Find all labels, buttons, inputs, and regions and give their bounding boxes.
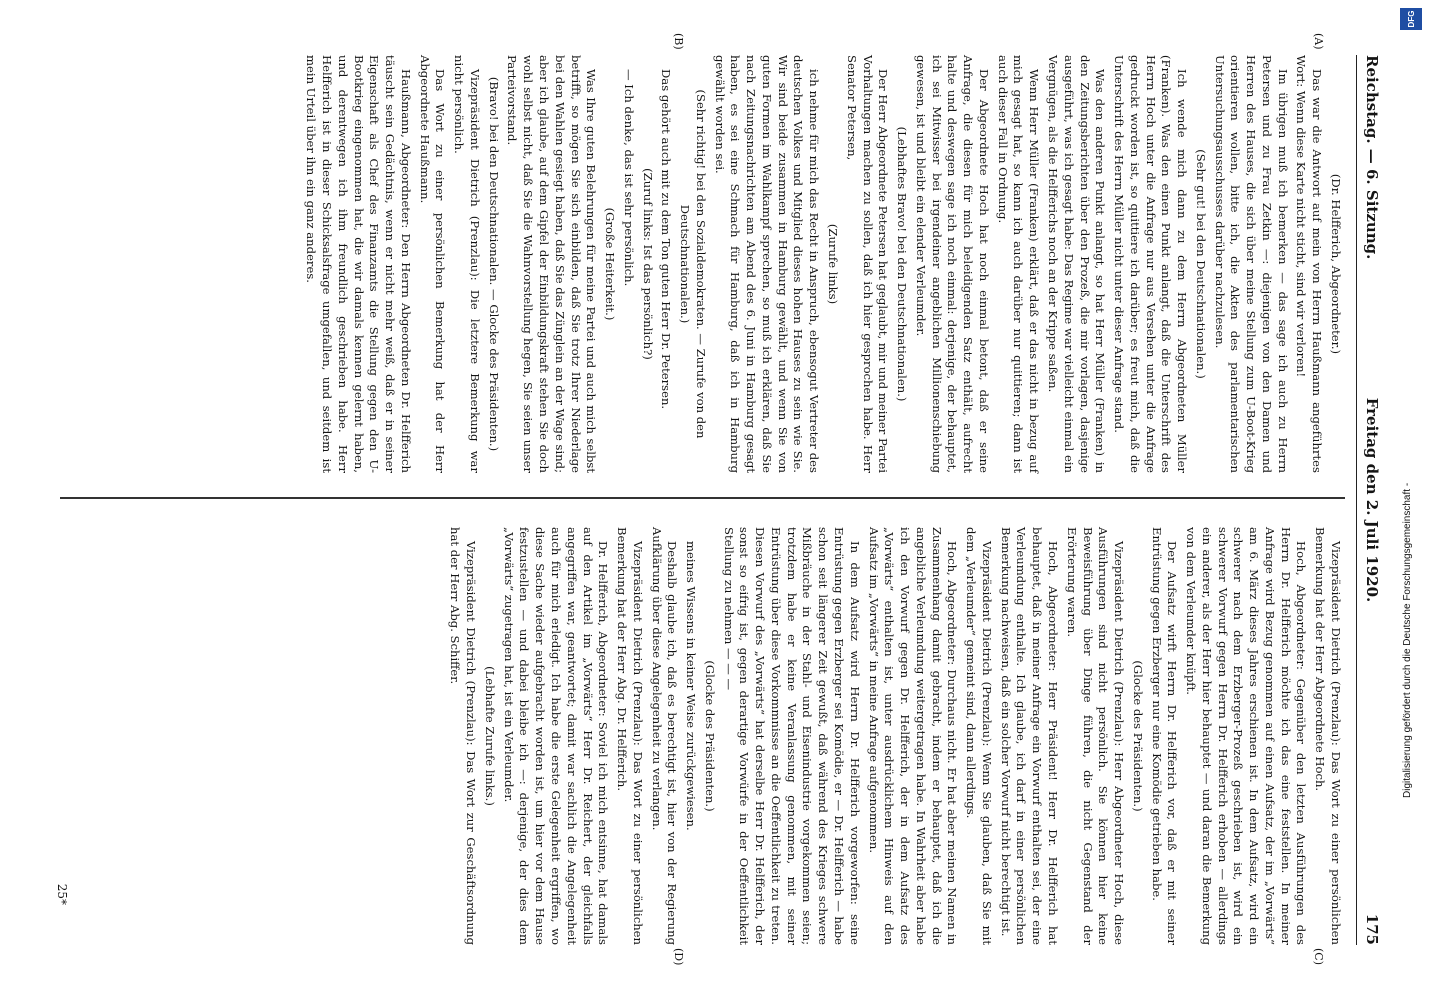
paragraph: Vizepräsident Dietrich (Prenzlau): Herr Abgeordneter Hoch, diese Ausführungen sind nicht persönlich. Sie können hier keine Beweisführung über Dinge führen, die nicht Gegenstand der Erörterung waren. xyxy=(1064,527,1127,945)
page-signature: 25* xyxy=(55,883,69,905)
paragraph: Hoch, Abgeordneter: Gegenüber den letzten Ausführungen des Herrn Dr. Helfferich möchte ich das eine feststellen. In meiner Anfrage wird Bezug genommen auf einen Aufsatz, der im „Vorwärts“ am 6. März dieses Jahres erschienen ist. In dem Aufsatz, wird ein schwerer nach dem Erzberger-Prozeß geschrieben ist, wird ein schwerer Vorwurf gegen Herrn Dr. Helfferich erhoben — allerdings ein anderer, als der Herr hier behauptet — und daran die Bemerkung von dem Verleumder knüpft. xyxy=(1184,527,1309,945)
paragraph: Der Abgeordnete Hoch hat noch einmal betont, daß er seine Anfrage, die diesen für mich beleidigenden Satz enthält, aufrecht halte und deswegen sage ich noch einmal: derjenige, der behauptet, ich sei Mitwisser bei irgendeiner angeblichen Millionenschiebung gewesen, ist und bleibt ein elender Verleumder. xyxy=(913,55,991,473)
paragraph: Haußmann, Abgeordneter: Den Herrn Abgeordneten Dr. Helfferich täuscht sein Gedächtnis, wenn er nicht mehr weiß, daß er in seiner Eigenschaft als Chef des Finanzamts die Stellung gegen den U-Bootkrieg eingenommen hat, die wir damals kennen gelernt haben, und derentwegen ich ihm freundlich geschrieben habe. Herr Helfferich ist in dieser Schicksalsfrage umgefallen, und seitdem ist mein Urteil über ihn ein ganz anderes. xyxy=(304,55,413,473)
paragraph: Das war die Antwort auf mein von Herrn Haußmann angeführtes Wort: Wenn diese Karte nicht sticht, sind wir verloren! xyxy=(1294,55,1325,473)
margin-mark-a: (A) xyxy=(1312,33,1325,50)
paragraph: Ich wende mich dann zu dem Herrn Abgeordneten Müller (Franken). Was den einen Punkt anlangt, daß die Unterschrift des Herrn Hoch unter die Anfrage nur aus Versehen unter die Anfrage gedruckt worden ist, so quittiere ich darüber; es freut mich, daß die Unterschrift des Herrn Müller nicht unter dieser Anfrage stand. xyxy=(1112,55,1190,473)
dfg-credit-text: Digitalisierung gefördert durch die Deutsche Forschungsgemeinschaft - xyxy=(1402,482,1413,798)
paragraph: (Zurufe links) xyxy=(826,223,841,305)
paragraph: (Zuruf links: Ist das persönlich?) xyxy=(640,168,655,360)
dfg-credit xyxy=(1400,8,1426,988)
paragraph: Vizepräsident Dietrich (Prenzlau): Die letztere Bemerkung war nicht persönlich. xyxy=(452,55,482,473)
paragraph: — Ich denke, das ist sehr persönlich. xyxy=(621,69,636,287)
margin-mark-b: (B) xyxy=(672,33,685,50)
paragraph: Deshalb glaube ich, daß es berechtigt ist, hier von der Regierung Aufklärung über diese Angelegenheit zu verlangen. xyxy=(649,527,680,945)
header-date: Freitag den 2. Juli 1920. xyxy=(1363,397,1381,603)
paragraph: (Lebhaftes Bravo! bei den Deutschnationalen.) xyxy=(895,126,910,402)
paragraph: Der Aufsatz wirft Herrn Dr. Helfferich vor, daß er mit seiner Entrüstung gegen Erzberger nur eine Komödie getrieben habe. xyxy=(1149,527,1180,945)
paragraph: Das gehört auch mit zu dem Ton guten Herr Dr. Petersen. xyxy=(659,69,674,410)
page-number: 175 xyxy=(1363,913,1381,945)
paragraph: Der Herr Abgeordnete Petersen hat geglaubt, mir und meiner Partei Vorhaltungen machen zu sollen, daß ich hier gesprochen habe. Herr Senator Petersen, xyxy=(844,55,891,473)
paragraph: (Sehr richtig! bei den Sozialdemokraten. — Zurufe von den Deutschnationalen.) xyxy=(678,89,708,439)
margin-mark-d: (D) xyxy=(672,948,685,966)
paragraph: (Glocke des Präsidenten.) xyxy=(702,660,717,812)
paragraph: (Große Heiterkeit.) xyxy=(603,207,618,321)
paragraph: Vizepräsident Dietrich (Prenzlau): Das Wort zu einer persönlichen Bemerkung hat der Herr Abgeordnete Hoch. xyxy=(1313,527,1343,945)
paragraph: ich nehme für mich das Recht in Anspruch, ebensogut Vertreter des deutschen Volkes und Mitglied dieses hohen Hauses zu sein wie Sie. Wir sind beide zusammen in Hamburg gewählt, und wenn Sie von guten Formen im Wahlkampf sprechen, so muß ich erklären, daß Sie nach Zeitungsnachrichten am Abend des 6. Juni in Hamburg gesagt haben, es sei eine Schmach für Hamburg, daß ich in Hamburg gewählt worden sei. xyxy=(712,55,822,473)
paragraph: Dr. Helfferich, Abgeordneter: Soviel ich mich entsinne, hat damals auf den Artikel im „Vorwärts“ Herr Dr. Reichert, der gleichfalls angegriffen war, geantwortet; damit war sachlich die Angelegenheit auch für mich erledigt. Ich habe die erste Gelegenheit ergriffen, wo diese Sache wieder aufgebracht worden ist, um hier vor dem Hause festzustellen — und dabei bleibe ich —: derjenige, der dies dem „Vorwärts“ zugetragen hat, ist ein Verleumder. xyxy=(501,527,611,945)
paragraph: In dem Aufsatz wird Herrn Dr. Helfferich vorgeworfen: seine Entrüstung gegen Erzberger sei Komödie, er — Dr. Helfferich — habe schon seit längerer Zeit gewußt, daß während des Krieges schwere Mißbräuche in der Stahl- und Eisenindustrie vorgekommen seien; trotzdem habe er keine Veranlassung genommen, mit seiner Entrüstung über diese Vorkommnisse an die Oeffentlichkeit zu treten. Diesen Vorwurf des „Vorwärts“ hat derselbe Herr Dr. Helfferich, der sonst so eifrig ist, gegen derartige Vorwürfe in der Oeffentlichkeit Stellung zu nehmen — — — xyxy=(721,527,862,945)
paragraph: Was Ihre guten Belehrungen für meine Partei und auch mich selbst betrifft, so mögen Sie sich einbilden, daß Sie trotz Ihrer Niederlage bei den Wahlen gesiegt haben, daß Sie das Zünglein an der Wage sind; aber ich glaube, auf dem Gipfel der Einbildungskraft stehen Sie doch wohl selbst nicht, daß Sie die Wahnvorstellung hegen, Sie seien unser Parteivorstand. xyxy=(505,55,599,473)
document-page xyxy=(55,33,1385,966)
paragraph: (Lebhafte Zurufe links.) xyxy=(482,666,497,806)
paragraph: Wenn Herr Müller (Franken) erklärt, daß er das nicht in bezug auf mich gesagt hat, so kann ich auch darüber nur quittieren; dann ist auch dieser Fall in Ordnung. xyxy=(995,55,1042,473)
paragraph: Was den anderen Punkt anlangt, so hat Herr Müller (Franken) in den Zeitungsberichten über den Prozeß, die mir vorlagen, dasjenige ausgeführt, was ich gesagt habe: Das Regime war vielleicht einmal ein Vergnügen, als die Helfferichs noch an der Krippe saßen. xyxy=(1045,55,1108,473)
margin-mark-c: (C) xyxy=(1312,948,1325,965)
paragraph: Vizepräsident Dietrich (Prenzlau): Das Wort zur Geschäftsordnung hat der Herr Abg. Schiffer. xyxy=(448,527,479,945)
paragraph: (Bravo! bei den Deutschnationalen. — Glocke des Präsidenten.) xyxy=(486,76,501,452)
right-column xyxy=(444,527,1343,945)
header-left: Reichstag. — 6. Sitzung. xyxy=(1363,55,1381,260)
paragraph: Vizepräsident Dietrich (Prenzlau): Wenn Sie glauben, daß Sie mit dem „Verleumder“ gemeint sind, dann allerdings. xyxy=(964,527,994,945)
paragraph: Vizepräsident Dietrich (Prenzlau): Das Wort zu einer persönlichen Bemerkung hat der Herr Abg. Dr. Helfferich. xyxy=(615,527,645,945)
paragraph: Im übrigen muß ich bemerken — das sage ich auch zu Herrn Petersen und zu Frau Zetkin —: diejenigen von den Damen und Herren des Hauses, die sich über meine Stellung zum U-Boot-Krieg orientieren wollen, bitte ich, die Akten des parlamentarischen Untersuchungsausschusses darüber nachzulesen. xyxy=(1212,55,1290,473)
paragraph: Hoch, Abgeordneter: Herr Präsident! Herr Dr. Helfferich hat behauptet, daß in meiner Anfrage ein Vorwurf enthalten sei, der eine Verleumdung enthalte. Ich glaube, ich darf in einer persönlichen Bemerkung nachweisen, daß ein solcher Vorwurf nicht berechtigt ist. xyxy=(998,527,1060,945)
dfg-logo-icon: DFG xyxy=(1400,8,1422,30)
paragraph: Das Wort zu einer persönlichen Bemerkung hat der Herr Abgeordnete Haußmann. xyxy=(417,55,448,473)
paragraph: (Glocke des Präsidenten.) xyxy=(1130,660,1145,812)
column-divider xyxy=(60,497,1345,499)
left-column xyxy=(300,55,1343,473)
page-header xyxy=(1356,55,1385,945)
paragraph: meines Wissens in keiner Weise zurückgewiesen. xyxy=(684,541,699,831)
paragraph: (Sehr gut! bei den Deutschnationalen.) xyxy=(1193,149,1208,379)
paragraph: Hoch, Abgeordneter: Durchaus nicht. Er hat aber meinen Namen in Zusammenhang damit gebracht, indem er behauptet, daß ich die angebliche Verleumdung weitergetragen habe. In Wahrheit aber habe ich den Vorwurf gegen Dr. Helfferich, der in dem Aufsatz des „Vorwärts“ enthalten ist, unter ausdrücklichem Hinweis auf den Aufsatz im „Vorwärts“ in meine Anfrage aufgenommen. xyxy=(866,527,960,945)
paragraph: (Dr. Helfferich, Abgeordneter.) xyxy=(1329,173,1343,355)
